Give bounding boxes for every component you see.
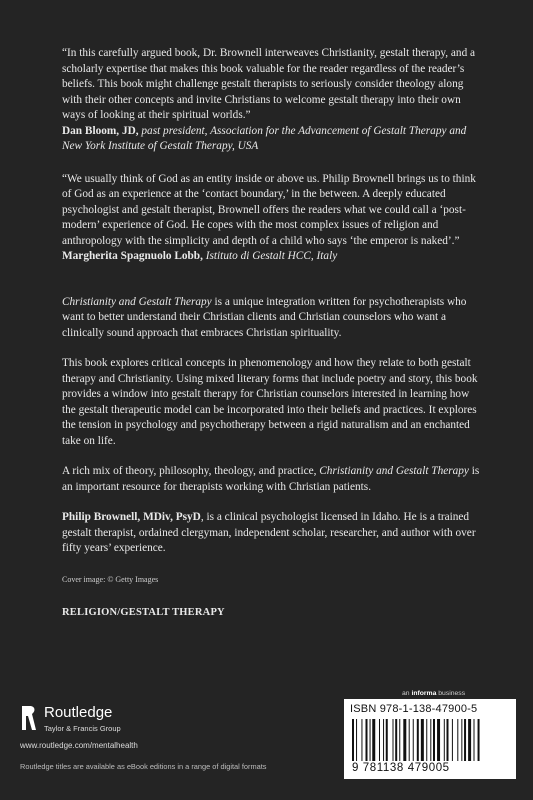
author-bio-text: , is a clinical psychologist licensed in Idaho. He is a trained gestalt therapist, ordained clergyman, independent scholar, researcher, and author with over fifty years’ experience. [62, 511, 476, 554]
publisher-url[interactable]: www.routledge.com/mentalhealth [20, 741, 138, 750]
book-title-inline: Christianity and Gestalt Therapy [319, 465, 469, 477]
quote-2-affiliation: Istituto di Gestalt HCC, Italy [205, 250, 338, 262]
category-label: RELIGION/GESTALT THERAPY [62, 607, 225, 618]
quote-2 [62, 172, 480, 250]
barcode-number: 9 781138 479005 [352, 762, 450, 774]
informa-business-label [402, 690, 465, 697]
quote-2-attribution [62, 249, 480, 265]
author-bio [62, 510, 480, 557]
description-paragraph-2: This book explores critical concepts in phenomenology and how they relate to both gestalt therapy and Christianity. Using mixed literary forms that include poetry and story, this book provides a window into gestalt therapy for Christian counselors interested in learning how the gestalt therapeutic model can be incorporated into their beliefs and practices. It explores the tension in psychology and psychotherapy between a rigid naturalism and an enchanted take on life. [62, 357, 478, 447]
back-cover-text [62, 46, 480, 621]
publisher-group: Taylor & Francis Group [44, 724, 121, 733]
quote-1-text: “In this carefully argued book, Dr. Brownell interweaves Christianity, gestalt therapy, and a scholarly expertise that makes this book valuable for the reader regardless of the reader’s beliefs. This book might challenge gestalt therapists to seriously consider theology along with their other concepts and invite Christians to welcome gestalt therapy into their own ways of looking at their spiritual worlds.” [62, 47, 476, 121]
description-1-text: is a unique integration written for psychotherapists who want to better understand their Christian clients and Christian counselors who want a clinically sound approach that embraces Christian spirituality. [62, 295, 467, 339]
barcode-panel [344, 699, 516, 779]
cover-credit: Cover image: © Getty Images [62, 574, 159, 584]
description-3-before: A rich mix of theory, philosophy, theology, and practice, [62, 465, 320, 477]
quote-1-attribution [62, 124, 480, 155]
publisher-name: Routledge [44, 704, 113, 721]
informa-prefix: an [402, 690, 412, 697]
description-paragraph-1 [62, 295, 480, 342]
ebook-note: Routledge titles are available as eBook editions in a range of digital formats [20, 762, 267, 771]
quote-2-author: Margherita Spagnuolo Lobb, [62, 250, 203, 262]
description-3-after: is an important resource for therapists working with Christian patients. [62, 465, 480, 493]
quote-2-text: “We usually think of God as an entity inside or above us. Philip Brownell brings us to think of God as an experience at the ‘contact boundary,’ in the between. A deeply educated psychologist and gestalt therapist, Brownell offers the readers what we could call a ‘post-modern’ experience of God. He copes with the most complex issues of religion and anthropology with the simplicity and depth of a child who says ‘the emperor is naked’.” [62, 172, 476, 247]
quote-1-affiliation: past president, Association for the Advancement of Gestalt Therapy and New York Institute of Gestalt Therapy, USA [62, 124, 467, 152]
informa-suffix: business [436, 690, 466, 697]
quote-1-author: Dan Bloom, JD, [62, 124, 139, 137]
barcode-icon [352, 719, 508, 761]
informa-brand: informa [411, 690, 437, 697]
quote-1 [62, 46, 480, 124]
publisher-logo [20, 704, 220, 744]
routledge-r-icon [20, 704, 38, 732]
book-title: Christianity and Gestalt Therapy [62, 295, 212, 308]
author-name: Philip Brownell, MDiv, PsyD [62, 511, 201, 523]
isbn-label: ISBN 978-1-138-47900-5 [350, 703, 478, 715]
description-paragraph-3 [62, 464, 480, 495]
